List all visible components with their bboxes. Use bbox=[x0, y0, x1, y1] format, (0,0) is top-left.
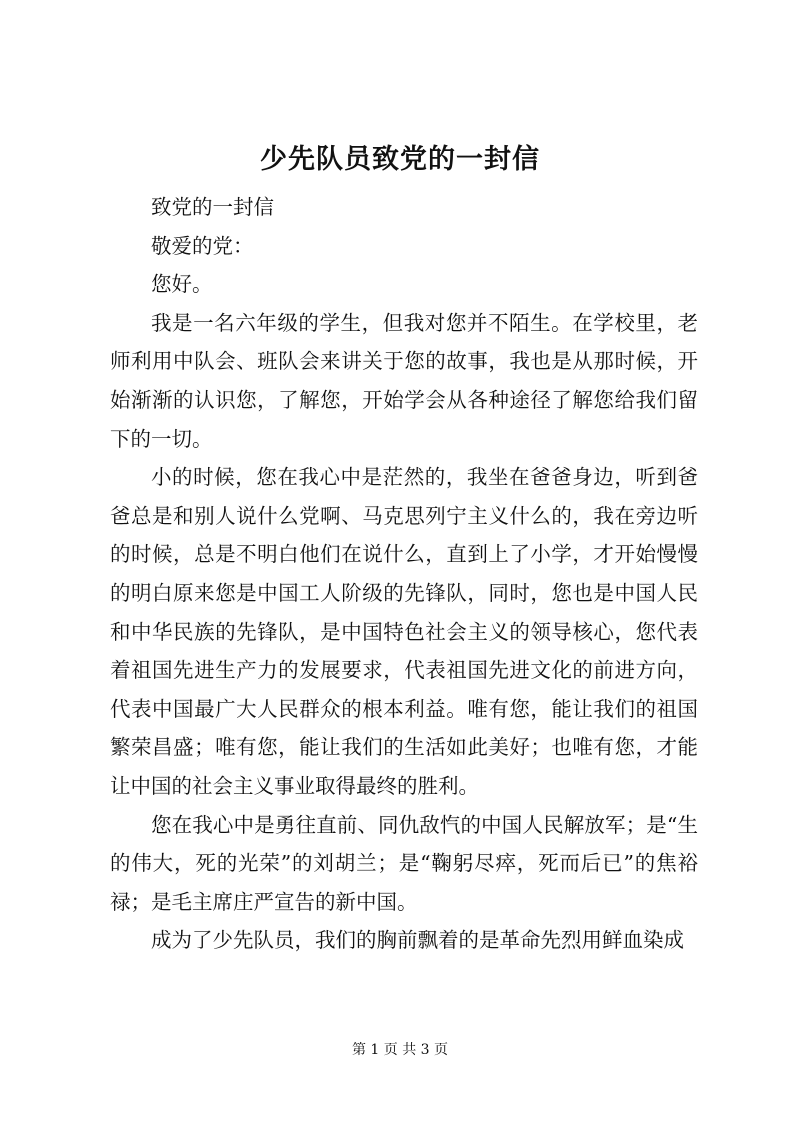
paragraph-childhood: 小的时候，您在我心中是茫然的，我坐在爸爸身边，听到爸爸总是和别人说什么党啊、马克思列宁主义什么的，我在旁边听的时候，总是不明白他们在说什么，直到上了小学，才开始慢慢的明白原来您是中国工人阶级的先锋队，同时，您也是中国人民和中华民族的先锋队，是中国特色社会主义的领导核心，您代表着祖国先进生产力的发展要求，代表祖国先进文化的前进方向，代表中国最广大人民群众的根本利益。唯有您，能让我们的祖国繁荣昌盛；唯有您，能让我们的生活如此美好；也唯有您，才能让中国的社会主义事业取得最终的胜利。 bbox=[110, 465, 698, 798]
paragraph-intro: 我是一名六年级的学生，但我对您并不陌生。在学校里，老师利用中队会、班队会来讲关于您的故事，我也是从那时候，开始渐渐的认识您，了解您，开始学会从各种途径了解您给我们留下的一切。 bbox=[110, 310, 698, 451]
document-title: 少先队员致党的一封信 bbox=[260, 144, 540, 175]
paragraph-greeting: 您好。 bbox=[151, 272, 213, 297]
page-footer: 第 1 页 共 3 页 bbox=[351, 1042, 449, 1058]
document-body bbox=[110, 188, 698, 960]
paragraph-young-pioneer: 成为了少先队员，我们的胸前飘着的是革命先烈用鲜血染成 bbox=[151, 928, 684, 953]
paragraph-heading: 致党的一封信 bbox=[151, 195, 274, 219]
paragraph-heroes: 您在我心中是勇往直前、同仇敌忾的中国人民解放军；是“生的伟大，死的光荣”的刘胡兰；是“鞠躬尽瘁，死而后已”的焦裕禄；是毛主席庄严宣告的新中国。 bbox=[110, 812, 698, 914]
paragraph-salutation: 敬爱的党： bbox=[151, 233, 254, 258]
